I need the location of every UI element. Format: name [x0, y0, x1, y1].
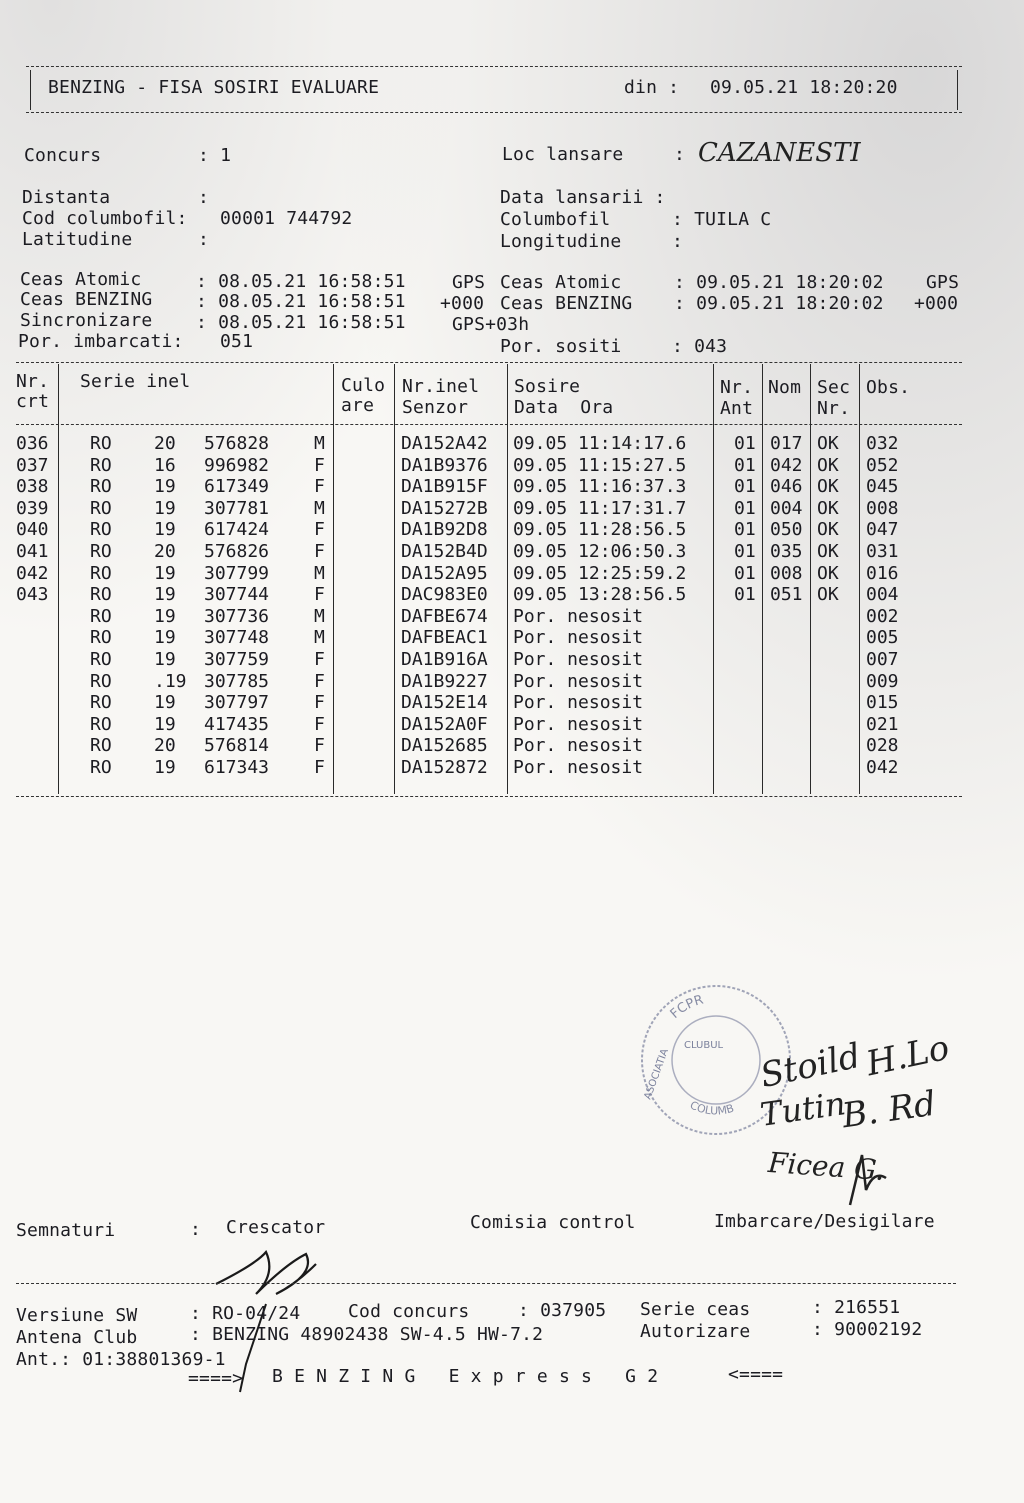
cell-nr-inel: 307748	[204, 627, 270, 649]
cell-obs: 028	[866, 735, 899, 757]
concurs-label: Concurs	[24, 145, 102, 166]
cell-tara: RO	[90, 562, 112, 584]
cell-ant: 01	[734, 433, 756, 454]
cell-obs: 015	[866, 692, 899, 714]
din-label: din :	[624, 77, 680, 98]
longitudine-sep: :	[672, 231, 684, 252]
cell-nom: 050	[770, 519, 803, 541]
cod-columbofil-value: 00001 744792	[220, 208, 353, 229]
cell-ant: 01	[734, 541, 756, 562]
loc-lansare-label: Loc lansare	[502, 144, 624, 165]
cell-nr-inel: 307799	[204, 562, 270, 584]
cell-obs: 032	[866, 433, 899, 454]
table-bottom-border	[16, 796, 962, 797]
cell-nom: 008	[770, 562, 803, 584]
cell-nr-inel: 576828	[204, 433, 270, 454]
cell-obs: 045	[866, 476, 899, 498]
cell-sex: F	[314, 649, 325, 670]
cell-sosire: Por. nesosit	[513, 627, 644, 649]
cell-tara: RO	[90, 735, 112, 757]
columbofil-label: Columbofil	[500, 209, 611, 230]
cod-concurs-label: Cod concurs	[348, 1301, 470, 1322]
banner-text: B E N Z I N G E x p r e s s G 2	[272, 1366, 659, 1387]
ceas-atomic-left-value: : 08.05.21 16:58:51	[196, 271, 406, 292]
concurs-value: : 1	[198, 145, 232, 166]
cell-senzor: DA1B916A	[401, 649, 488, 670]
cell-sex: F	[314, 692, 325, 714]
cell-an: 19	[154, 649, 176, 670]
col-divider-crt	[58, 364, 59, 794]
cell-senzor: DA152A95	[401, 562, 488, 584]
cell-nr-inel: 417435	[204, 713, 270, 735]
ceas-atomic-left-suffix: GPS	[452, 272, 486, 293]
cell-senzor: DA1B92D8	[401, 519, 488, 541]
cell-nr-inel: 307797	[204, 692, 270, 714]
cell-an: .19	[154, 670, 187, 692]
cell-sec: OK	[817, 454, 839, 476]
table-top-border	[16, 362, 962, 363]
cell-tara: RO	[90, 433, 112, 454]
ceas-atomic-right-suffix: GPS	[926, 272, 960, 293]
cell-senzor: DA15272B	[401, 497, 488, 519]
cell-obs: 007	[866, 649, 899, 670]
cell-tara: RO	[90, 519, 112, 541]
cell-sec: OK	[817, 497, 839, 519]
banner-left-arrow: ====>	[188, 1368, 244, 1389]
ceas-benzing-right-value: : 09.05.21 18:20:02	[674, 293, 884, 314]
columbofil-value: : TUILA C	[672, 209, 772, 230]
ceas-atomic-left-label: Ceas Atomic	[20, 269, 142, 290]
cell-senzor: DA152A42	[401, 433, 488, 454]
cell-sex: F	[314, 713, 325, 735]
cell-senzor: DA152685	[401, 735, 488, 757]
header-nr: Nr.	[16, 371, 50, 392]
cell-sosire: 09.05 11:14:17.6	[513, 433, 687, 454]
stamp-left-text: ASOCIATIA	[642, 1047, 671, 1102]
longitudine-label: Longitudine	[500, 231, 622, 252]
cell-nom: 051	[770, 584, 803, 606]
cell-sec: OK	[817, 476, 839, 498]
cell-nom: 042	[770, 454, 803, 476]
col-divider-serie	[333, 364, 334, 794]
cod-concurs-value: : 037905	[518, 1300, 607, 1321]
cell-crt: 036	[16, 433, 49, 454]
cell-sosire: 09.05 12:06:50.3	[513, 541, 687, 562]
cell-an: 19	[154, 584, 176, 606]
cell-ant: 01	[734, 497, 756, 519]
cell-senzor: DAC983E0	[401, 584, 488, 606]
cell-crt: 041	[16, 541, 49, 562]
sincronizare-value: : 08.05.21 16:58:51	[196, 312, 406, 333]
semnaturi-label: Semnaturi	[16, 1220, 116, 1241]
cell-tara: RO	[90, 692, 112, 714]
cell-sec: OK	[817, 519, 839, 541]
header-data-ora: Data Ora	[514, 397, 614, 418]
cell-nom: 035	[770, 541, 803, 562]
col-divider-sec	[859, 364, 860, 794]
cell-senzor: DA152A0F	[401, 713, 488, 735]
signature-line-1: Stoild	[756, 1035, 864, 1097]
antena-club-label: Antena Club	[16, 1327, 138, 1348]
header-sosire: Sosire	[514, 376, 581, 397]
ceas-benzing-right-label: Ceas BENZING	[500, 293, 633, 314]
cell-crt: 043	[16, 584, 49, 606]
cell-an: 19	[154, 713, 176, 735]
cell-senzor: DAFBEAC1	[401, 627, 488, 649]
cell-nr-inel: 307785	[204, 670, 270, 692]
cell-senzor: DA1B915F	[401, 476, 488, 498]
header-top-border	[26, 66, 962, 67]
ceas-benzing-left-value: : 08.05.21 16:58:51	[196, 291, 406, 312]
ceas-benzing-left-label: Ceas BENZING	[20, 289, 153, 310]
cell-an: 19	[154, 605, 176, 627]
header-bottom-border	[26, 112, 962, 113]
cell-an: 19	[154, 692, 176, 714]
cell-obs: 031	[866, 541, 899, 562]
col-divider-sosire	[713, 364, 714, 794]
cell-crt: 039	[16, 497, 49, 519]
cell-nr-inel: 996982	[204, 454, 270, 476]
cell-sosire: Por. nesosit	[513, 692, 644, 714]
cell-tara: RO	[90, 670, 112, 692]
distanta-sep: :	[198, 187, 210, 208]
latitudine-label: Latitudine	[22, 229, 133, 250]
cell-obs: 047	[866, 519, 899, 541]
cell-sex: F	[314, 584, 325, 606]
col-divider-ant	[762, 364, 763, 794]
cell-sex: F	[314, 670, 325, 692]
data-lansarii-label: Data lansarii :	[500, 187, 666, 208]
cell-obs: 042	[866, 757, 899, 778]
table-header-separator	[16, 424, 962, 425]
signature-line-2b: B. Rd	[839, 1083, 939, 1137]
cell-sex: F	[314, 476, 325, 498]
cell-nr-inel: 617424	[204, 519, 270, 541]
stamp-middle-text: CLUBUL	[684, 1040, 724, 1051]
cell-sex: M	[314, 605, 325, 627]
cell-nom: 046	[770, 476, 803, 498]
cell-senzor: DA1B9376	[401, 454, 488, 476]
autorizare-label: Autorizare	[640, 1321, 751, 1342]
cell-sosire: Por. nesosit	[513, 757, 644, 778]
cell-crt: 037	[16, 454, 49, 476]
signature-line-2: Tutin	[757, 1084, 848, 1134]
cell-sex: F	[314, 735, 325, 757]
header-senzor: Senzor	[402, 397, 469, 418]
cell-tara: RO	[90, 541, 112, 562]
header-nr-ant-2: Ant	[720, 398, 754, 419]
ceas-atomic-right-label: Ceas Atomic	[500, 272, 622, 293]
cell-sosire: 09.05 11:15:27.5	[513, 454, 687, 476]
cell-tara: RO	[90, 649, 112, 670]
svg-text:FCPR	[668, 993, 706, 1022]
din-value: 09.05.21 18:20:20	[710, 77, 898, 98]
document-title: BENZING - FISA SOSIRI EVALUARE	[48, 77, 380, 98]
por-sositi-label: Por. sositi	[500, 336, 622, 357]
cell-sosire: 09.05 11:17:31.7	[513, 497, 687, 519]
cell-crt: 040	[16, 519, 49, 541]
cell-obs: 016	[866, 562, 899, 584]
cell-ant: 01	[734, 454, 756, 476]
cell-obs: 002	[866, 605, 899, 627]
antena-club-value: : BENZING 48902438 SW-4.5 HW-7.2	[190, 1324, 544, 1345]
cell-crt: 042	[16, 562, 49, 584]
cell-nr-inel: 307744	[204, 584, 270, 606]
serie-ceas-value: : 216551	[812, 1297, 901, 1318]
ceas-atomic-right-value: : 09.05.21 18:20:02	[674, 272, 884, 293]
cell-nom: 004	[770, 497, 803, 519]
cell-sec: OK	[817, 541, 839, 562]
imbarcare-label: Imbarcare/Desigilare	[714, 1211, 935, 1232]
col-divider-culoare	[394, 364, 395, 794]
cell-tara: RO	[90, 757, 112, 778]
cell-nr-inel: 576826	[204, 541, 270, 562]
ceas-benzing-right-suffix: +000	[914, 293, 959, 314]
cell-sex: F	[314, 757, 325, 778]
cell-sec: OK	[817, 584, 839, 606]
cell-sex: F	[314, 541, 325, 562]
header-are: are	[341, 395, 375, 416]
versiune-sw-label: Versiune SW	[16, 1305, 138, 1326]
header-serie-inel: Serie inel	[80, 371, 191, 392]
cell-obs: 008	[866, 497, 899, 519]
cell-sosire: Por. nesosit	[513, 735, 644, 757]
cell-nom: 017	[770, 433, 803, 454]
comisia-control-label: Comisia control	[470, 1212, 636, 1233]
cell-sex: M	[314, 497, 325, 519]
cell-ant: 01	[734, 519, 756, 541]
col-divider-nrinel	[507, 364, 508, 794]
cell-an: 19	[154, 757, 176, 778]
cell-tara: RO	[90, 476, 112, 498]
banner-right-arrow: <====	[728, 1364, 784, 1385]
sincronizare-suffix: GPS+03h	[452, 314, 530, 335]
cell-nr-inel: 307759	[204, 649, 270, 670]
cell-tara: RO	[90, 497, 112, 519]
cell-sex: M	[314, 562, 325, 584]
header-obs: Obs.	[866, 377, 911, 398]
cod-columbofil-label: Cod columbofil:	[22, 208, 188, 229]
signature-line-1b: H.Lo	[862, 1027, 953, 1085]
signature-mark	[840, 1150, 890, 1210]
header-sec: Sec	[817, 377, 851, 398]
header-left-border	[30, 70, 31, 110]
cell-tara: RO	[90, 454, 112, 476]
cell-ant: 01	[734, 584, 756, 606]
cell-tara: RO	[90, 627, 112, 649]
cell-nr-inel: 307736	[204, 605, 270, 627]
cell-senzor: DA152B4D	[401, 541, 488, 562]
cell-sosire: Por. nesosit	[513, 670, 644, 692]
cell-sosire: 09.05 12:25:59.2	[513, 562, 687, 584]
cell-an: 16	[154, 454, 176, 476]
crescator-label: Crescator	[226, 1217, 326, 1238]
cell-tara: RO	[90, 713, 112, 735]
header-crt: crt	[16, 391, 50, 412]
header-nr-ant-1: Nr.	[720, 377, 754, 398]
cell-nr-inel: 617343	[204, 757, 270, 778]
cell-crt: 038	[16, 476, 49, 498]
stamp-top-text: FCPR	[667, 992, 706, 1022]
loc-lansare-value: CAZANESTI	[698, 138, 861, 168]
cell-an: 20	[154, 735, 176, 757]
cell-obs: 009	[866, 670, 899, 692]
cell-tara: RO	[90, 584, 112, 606]
footer-separator	[16, 1283, 956, 1284]
ant-line: Ant.: 01:38801369-1	[16, 1349, 226, 1370]
distanta-label: Distanta	[22, 187, 111, 208]
cell-an: 19	[154, 476, 176, 498]
versiune-sw-value: : RO-04/24	[190, 1303, 301, 1324]
cell-an: 19	[154, 497, 176, 519]
cell-sosire: Por. nesosit	[513, 605, 644, 627]
por-sositi-value: : 043	[672, 336, 728, 357]
cell-tara: RO	[90, 605, 112, 627]
stamp-bottom-text: COLUMB	[687, 1098, 736, 1118]
cell-an: 20	[154, 433, 176, 454]
cell-sosire: 09.05 11:16:37.3	[513, 476, 687, 498]
cell-sosire: Por. nesosit	[513, 649, 644, 670]
cell-sec: OK	[817, 433, 839, 454]
signature-line-3: Ficea G.	[766, 1145, 886, 1188]
serie-ceas-label: Serie ceas	[640, 1299, 751, 1320]
cell-sec: OK	[817, 562, 839, 584]
cell-ant: 01	[734, 476, 756, 498]
cell-nr-inel: 617349	[204, 476, 270, 498]
cell-sex: M	[314, 433, 325, 454]
ceas-benzing-left-suffix: +000	[440, 293, 485, 314]
cell-obs: 021	[866, 713, 899, 735]
cell-senzor: DA152872	[401, 757, 488, 778]
cell-obs: 005	[866, 627, 899, 649]
cell-sex: F	[314, 519, 325, 541]
header-nom: Nom	[768, 377, 802, 398]
cell-an: 19	[154, 562, 176, 584]
cell-sosire: 09.05 11:28:56.5	[513, 519, 687, 541]
header-nr-inel: Nr.inel	[402, 376, 480, 397]
autorizare-value: : 90002192	[812, 1319, 923, 1340]
por-imbarcati-value: 051	[220, 331, 254, 352]
cell-senzor: DAFBE674	[401, 605, 488, 627]
por-imbarcati-label: Por. imbarcati:	[18, 331, 184, 352]
header-sec-nr: Nr.	[817, 398, 851, 419]
sincronizare-label: Sincronizare	[20, 310, 153, 331]
svg-text:COLUMB	[688, 1098, 736, 1117]
cell-an: 19	[154, 627, 176, 649]
header-culo: Culo	[341, 375, 386, 396]
cell-sosire: 09.05 13:28:56.5	[513, 584, 687, 606]
cell-an: 20	[154, 541, 176, 562]
cell-sex: F	[314, 454, 325, 476]
col-divider-nom	[810, 364, 811, 794]
cell-nr-inel: 307781	[204, 497, 270, 519]
cell-obs: 004	[866, 584, 899, 606]
cell-sosire: Por. nesosit	[513, 713, 644, 735]
loc-lansare-sep: :	[674, 144, 686, 165]
cell-obs: 052	[866, 454, 899, 476]
cell-nr-inel: 576814	[204, 735, 270, 757]
cell-senzor: DA152E14	[401, 692, 488, 714]
semnaturi-sep: :	[190, 1219, 202, 1240]
latitudine-sep: :	[198, 229, 210, 250]
cell-sex: M	[314, 627, 325, 649]
cell-ant: 01	[734, 562, 756, 584]
cell-senzor: DA1B9227	[401, 670, 488, 692]
cell-an: 19	[154, 519, 176, 541]
header-right-border	[957, 70, 958, 110]
